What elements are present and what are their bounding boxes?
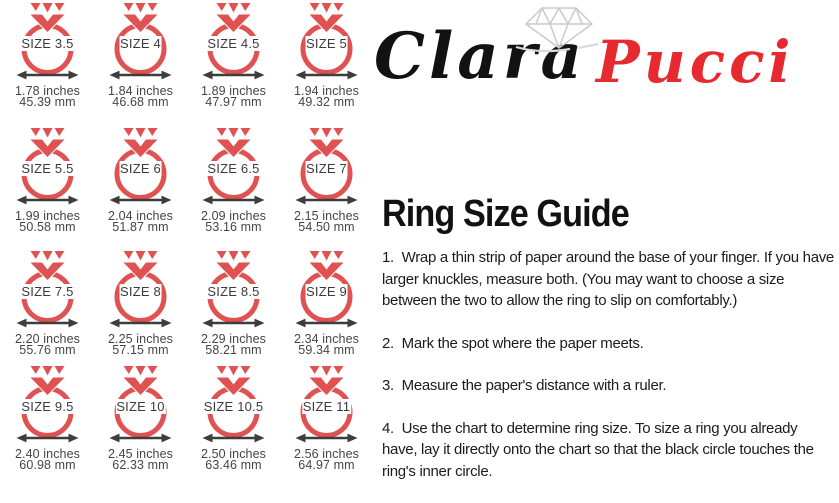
ring-size-label: SIZE 10 (116, 399, 165, 414)
measurement-mm: 54.50 mm (298, 220, 355, 234)
ring-size-label: SIZE 11 (302, 399, 351, 414)
ring-measurements (94, 86, 187, 108)
ring-size-cell (1, 0, 94, 125)
ring-size-label: SIZE 8.5 (207, 284, 260, 299)
measurement-inches: 2.34 inches (293, 332, 360, 346)
ring-size-cell (1, 363, 94, 501)
ring-size-cell (280, 248, 373, 363)
ring-size-cell (1, 248, 94, 363)
ring-measurements (280, 334, 373, 356)
ring-size-grid (1, 0, 373, 501)
ring-size-label: SIZE 10.5 (203, 399, 264, 414)
ring-size-label: SIZE 7.5 (21, 284, 74, 299)
ring-measurements (187, 86, 280, 108)
ring-measurements (1, 86, 94, 108)
brand-name-pucci: Pucci (596, 28, 795, 96)
ring-size-cell (187, 363, 280, 501)
measurement-mm: 60.98 mm (19, 458, 76, 472)
measurement-mm: 58.21 mm (205, 343, 262, 357)
ring-size-cell (187, 125, 280, 248)
measurement-mm: 51.87 mm (112, 220, 169, 234)
measurement-inches: 1.84 inches (107, 84, 174, 98)
instruction-step-4: 4. Use the chart to determine ring size. To size a ring you already have, lay it directly onto the chart so that the black circle touches the ring's inner circle. (382, 419, 818, 480)
measurement-inches: 2.20 inches (14, 332, 81, 346)
measurement-mm: 45.39 mm (19, 95, 76, 109)
ring-size-cell (1, 125, 94, 248)
ring-measurements (280, 211, 373, 233)
brand-logo (372, 0, 839, 100)
instructions-list (382, 247, 838, 503)
ring-measurements (187, 211, 280, 233)
instruction-step-2: 2. Mark the spot where the paper meets. (382, 334, 644, 352)
ring-measurements (94, 211, 187, 233)
measurement-inches: 2.45 inches (107, 447, 174, 461)
measurement-mm: 49.32 mm (298, 95, 355, 109)
ring-size-cell (94, 248, 187, 363)
measurement-mm: 62.33 mm (112, 458, 169, 472)
measurement-mm: 53.16 mm (205, 220, 262, 234)
ring-size-label: SIZE 9 (306, 284, 347, 299)
measurement-inches: 2.04 inches (107, 209, 174, 223)
brand-name-clara: Clara (374, 19, 586, 94)
ring-size-cell (280, 0, 373, 125)
ring-measurements (94, 334, 187, 356)
ring-size-cell (187, 0, 280, 125)
measurement-inches: 2.56 inches (293, 447, 360, 461)
measurement-inches: 2.50 inches (200, 447, 267, 461)
ring-measurements (187, 334, 280, 356)
measurement-inches: 2.40 inches (14, 447, 81, 461)
ring-size-cell (94, 363, 187, 501)
measurement-mm: 57.15 mm (112, 343, 169, 357)
measurement-mm: 64.97 mm (298, 458, 355, 472)
ring-measurements (1, 334, 94, 356)
measurement-inches: 2.25 inches (107, 332, 174, 346)
page-title: Ring Size Guide (382, 193, 629, 235)
ring-size-label: SIZE 8 (120, 284, 161, 299)
instruction-step-3: 3. Measure the paper's distance with a ruler. (382, 377, 667, 394)
measurement-inches: 2.15 inches (293, 209, 360, 223)
ring-size-cell (94, 125, 187, 248)
measurement-inches: 1.89 inches (200, 84, 267, 98)
measurement-inches: 1.94 inches (293, 84, 360, 98)
ring-size-cell (94, 0, 187, 125)
ring-size-label: SIZE 5.5 (21, 161, 74, 176)
ring-size-label: SIZE 4 (120, 36, 161, 51)
ring-measurements (280, 86, 373, 108)
ring-measurements (1, 449, 94, 471)
ring-measurements (1, 211, 94, 233)
measurement-inches: 2.29 inches (200, 332, 267, 346)
ring-size-cell (187, 248, 280, 363)
diamond-outline-icon (512, 2, 606, 54)
ring-size-label: SIZE 9.5 (21, 399, 74, 414)
measurement-mm: 47.97 mm (205, 95, 262, 109)
measurement-mm: 50.58 mm (19, 220, 76, 234)
ring-size-label: SIZE 3.5 (21, 36, 74, 51)
instruction-step-1: 1. Wrap a thin strip of paper around the base of your finger. If you have larger knuckles, measure both. (You may want to choose a size between the two to allow the ring to slip on comfortably.) (382, 249, 838, 309)
ring-size-label: SIZE 4.5 (207, 36, 260, 51)
measurement-mm: 63.46 mm (205, 458, 262, 472)
ring-measurements (94, 449, 187, 471)
ring-size-label: SIZE 7 (306, 161, 347, 176)
ring-size-cell (280, 363, 373, 501)
ring-size-label: SIZE 6 (120, 161, 161, 176)
ring-measurements (280, 449, 373, 471)
measurement-mm: 59.34 mm (298, 343, 355, 357)
measurement-inches: 1.78 inches (14, 84, 81, 98)
measurement-inches: 2.09 inches (200, 209, 267, 223)
ring-size-cell (280, 125, 373, 248)
ring-size-label: SIZE 5 (306, 36, 347, 51)
ring-size-label: SIZE 6.5 (207, 161, 260, 176)
ring-measurements (187, 449, 280, 471)
measurement-mm: 55.76 mm (19, 343, 76, 357)
measurement-mm: 46.68 mm (112, 95, 169, 109)
measurement-inches: 1.99 inches (14, 209, 81, 223)
